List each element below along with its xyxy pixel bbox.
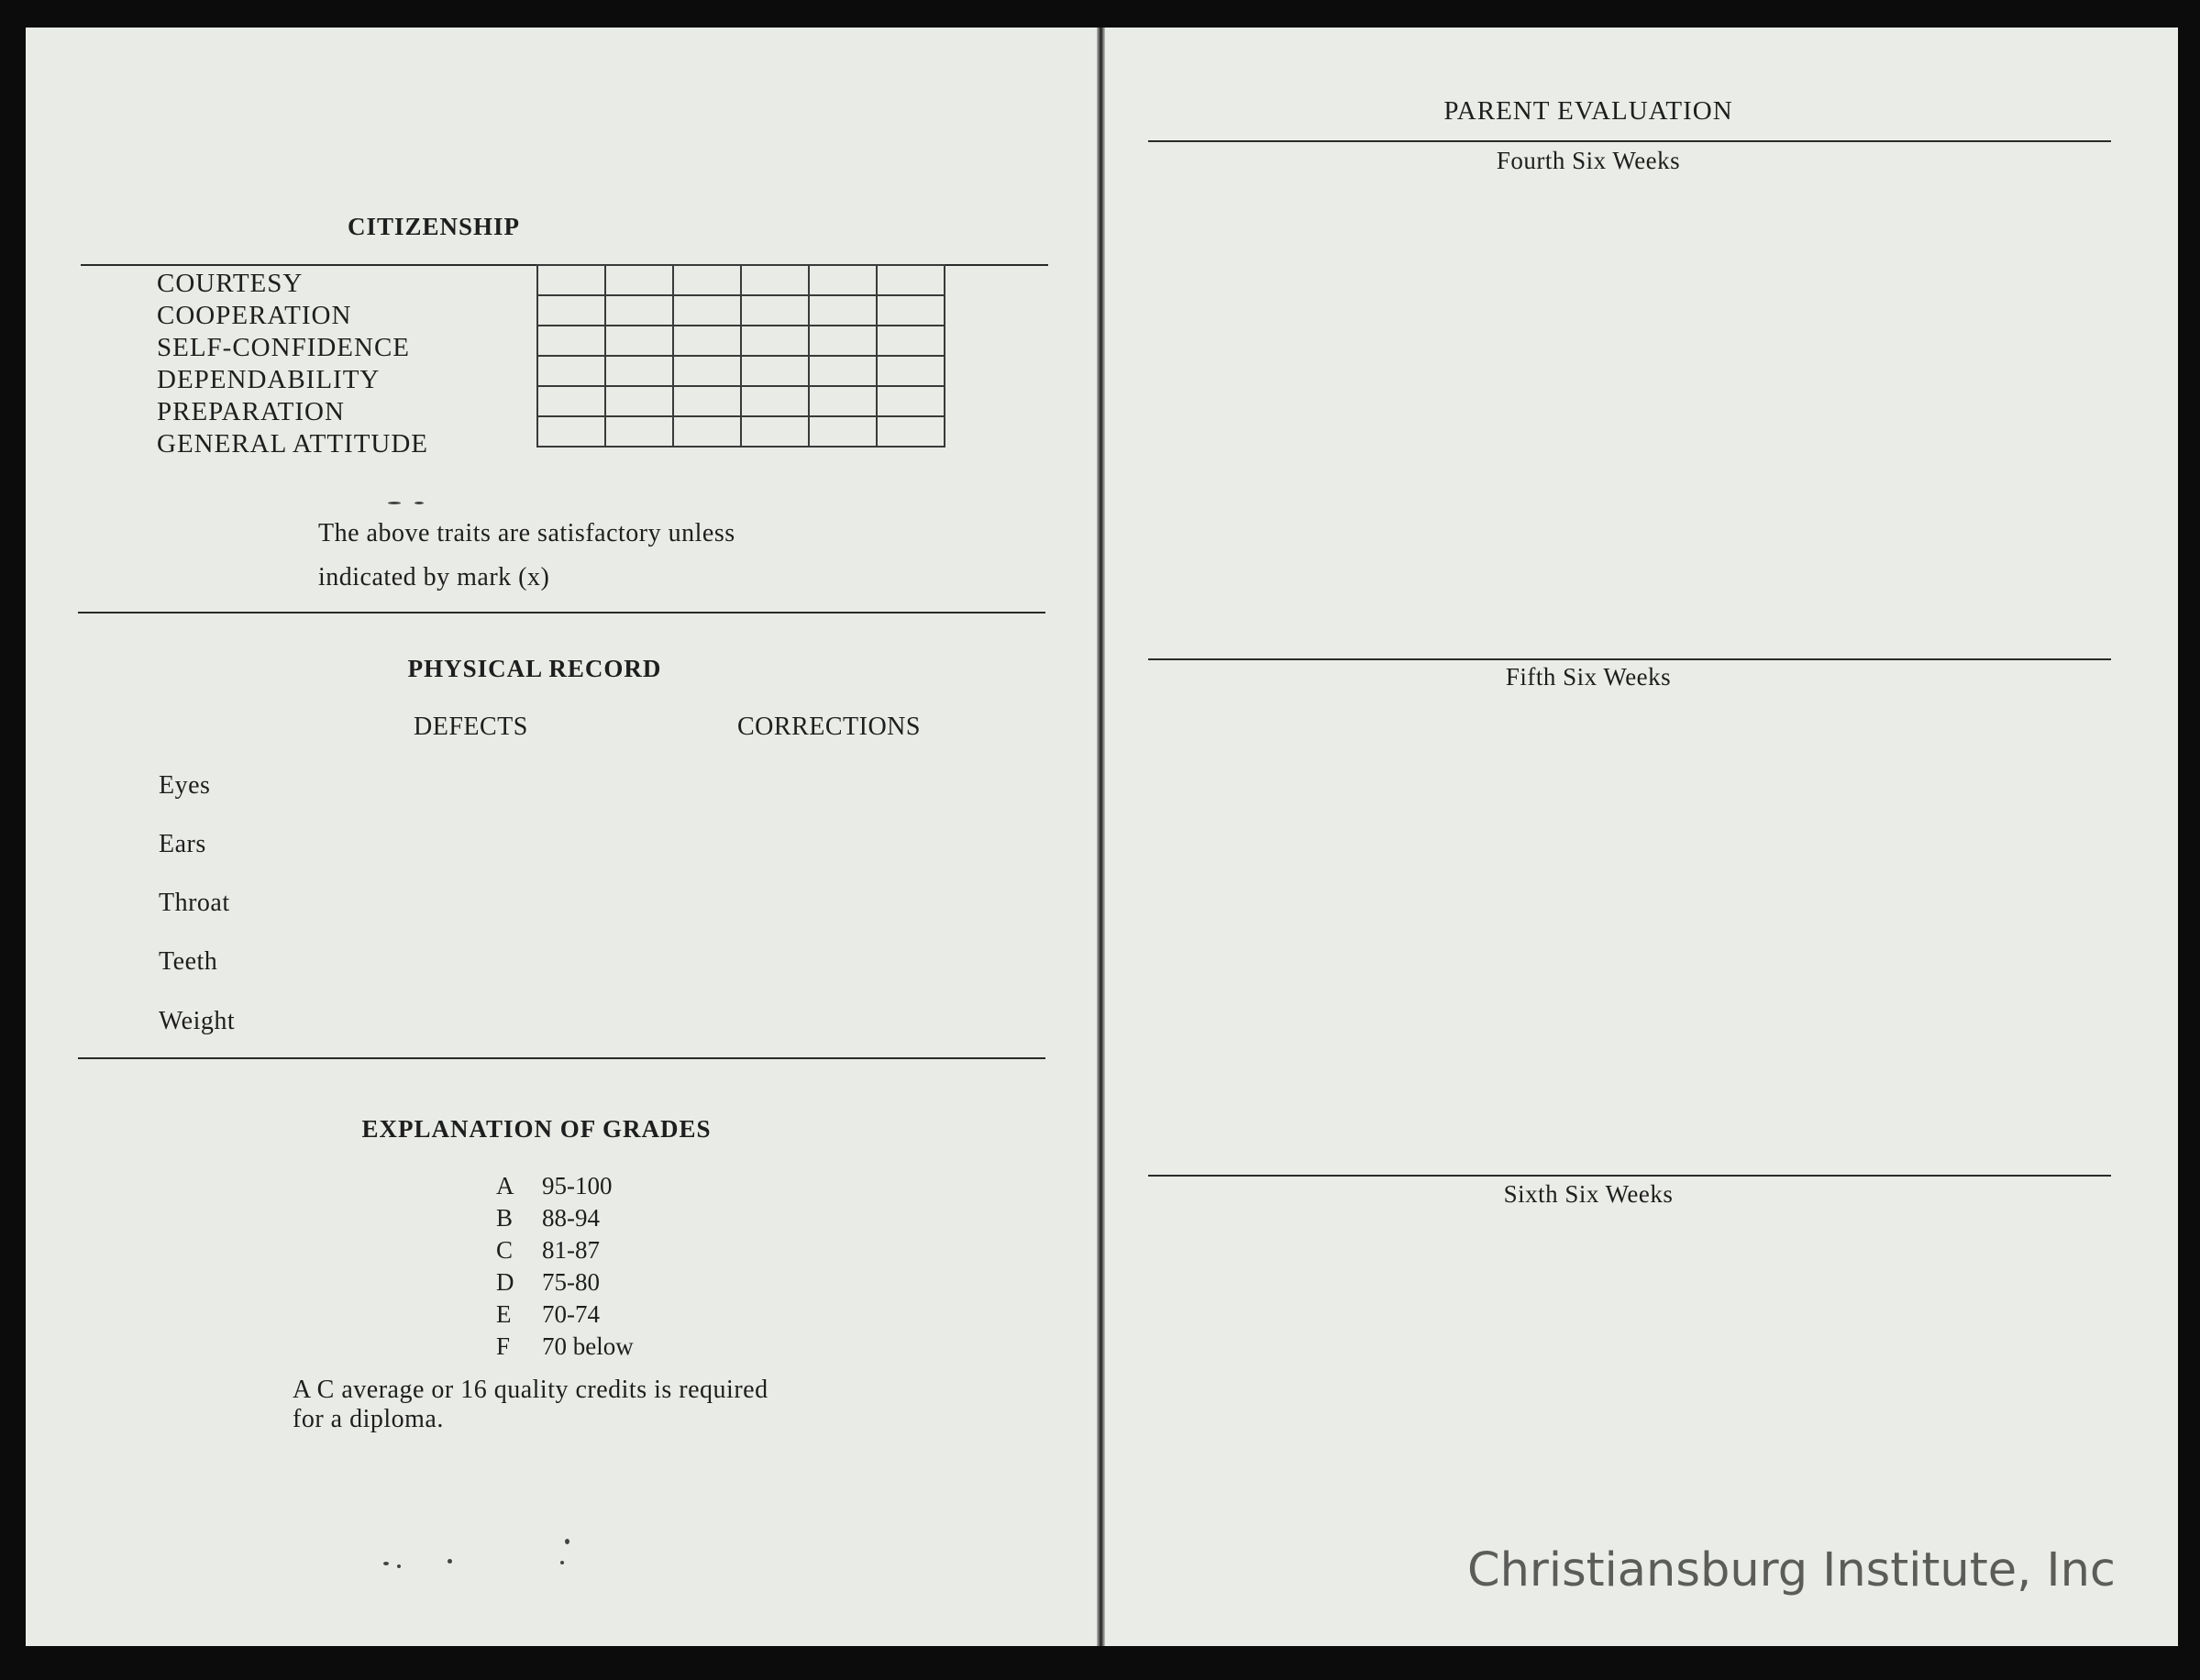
parent-evaluation-title: PARENT EVALUATION <box>1443 96 1733 126</box>
grid-row <box>537 295 945 326</box>
grade-row <box>496 1300 600 1329</box>
grid-row <box>537 386 945 416</box>
grades-title: EXPLANATION OF GRADES <box>361 1115 712 1143</box>
trait-dependability: DEPENDABILITY <box>157 365 381 394</box>
watermark-text: Christiansburg Institute, Inc <box>1467 1543 2116 1597</box>
grade-letter: F <box>496 1332 511 1360</box>
grade-range: 70 below <box>542 1332 634 1360</box>
grade-row <box>496 1268 600 1297</box>
paper-speck <box>415 502 424 504</box>
section-sixth-six-weeks: Sixth Six Weeks <box>1503 1180 1674 1208</box>
grade-row <box>496 1204 600 1232</box>
physical-item-teeth: Teeth <box>159 947 218 976</box>
section-fourth-six-weeks: Fourth Six Weeks <box>1496 147 1681 174</box>
trait-preparation: PREPARATION <box>157 397 345 426</box>
grade-letter: D <box>496 1268 514 1296</box>
trait-general-attitude: GENERAL ATTITUDE <box>157 429 429 459</box>
grade-row <box>496 1236 600 1265</box>
right-page <box>1105 28 2178 1646</box>
paper-speck <box>448 1559 452 1564</box>
grade-range: 81-87 <box>542 1236 600 1264</box>
physical-item-weight: Weight <box>159 1007 236 1035</box>
physical-record-title: PHYSICAL RECORD <box>407 655 662 682</box>
grade-letter: A <box>496 1172 514 1199</box>
citizenship-title: CITIZENSHIP <box>347 213 521 240</box>
section-divider <box>78 612 1045 613</box>
paper-speck <box>565 1539 569 1544</box>
grid-row <box>537 416 945 447</box>
trait-courtesy: COURTESY <box>157 269 304 298</box>
grade-letter: C <box>496 1236 514 1264</box>
diploma-requirement-line2: for a diploma. <box>293 1405 444 1433</box>
diploma-requirement-line1: A C average or 16 quality credits is required <box>293 1376 768 1404</box>
section-rule <box>1148 1175 2111 1177</box>
grade-letter: E <box>496 1300 512 1328</box>
left-page <box>26 28 1097 1646</box>
grid-row <box>537 265 945 295</box>
grade-row <box>496 1172 613 1200</box>
grade-row <box>496 1332 634 1361</box>
physical-item-throat: Throat <box>159 889 230 917</box>
citizenship-trait-list <box>157 268 428 460</box>
section-fifth-six-weeks: Fifth Six Weeks <box>1505 663 1672 691</box>
grade-letter: B <box>496 1204 514 1232</box>
section-divider <box>78 1057 1045 1059</box>
grade-range: 75-80 <box>542 1268 600 1296</box>
grade-range: 88-94 <box>542 1204 600 1232</box>
trait-cooperation: COOPERATION <box>157 301 352 330</box>
paper-speck <box>397 1564 401 1568</box>
grid-row <box>537 326 945 356</box>
corrections-column-header: CORRECTIONS <box>737 713 921 741</box>
section-rule <box>1148 658 2111 660</box>
paper-speck <box>560 1561 564 1564</box>
paper-speck <box>383 1562 389 1565</box>
citizenship-note-line2: indicated by mark (x) <box>318 563 550 591</box>
physical-item-eyes: Eyes <box>159 771 211 800</box>
title-rule <box>1148 140 2111 142</box>
citizenship-note-line1: The above traits are satisfactory unless <box>318 519 735 547</box>
grid-row <box>537 356 945 386</box>
paper-speck <box>388 502 401 504</box>
grade-range: 70-74 <box>542 1300 600 1328</box>
page-fold <box>1097 28 1105 1646</box>
grade-range: 95-100 <box>542 1172 613 1199</box>
citizenship-mark-grid <box>536 264 945 448</box>
defects-column-header: DEFECTS <box>414 713 528 741</box>
trait-self-confidence: SELF-CONFIDENCE <box>157 333 411 362</box>
physical-item-ears: Ears <box>159 830 206 858</box>
